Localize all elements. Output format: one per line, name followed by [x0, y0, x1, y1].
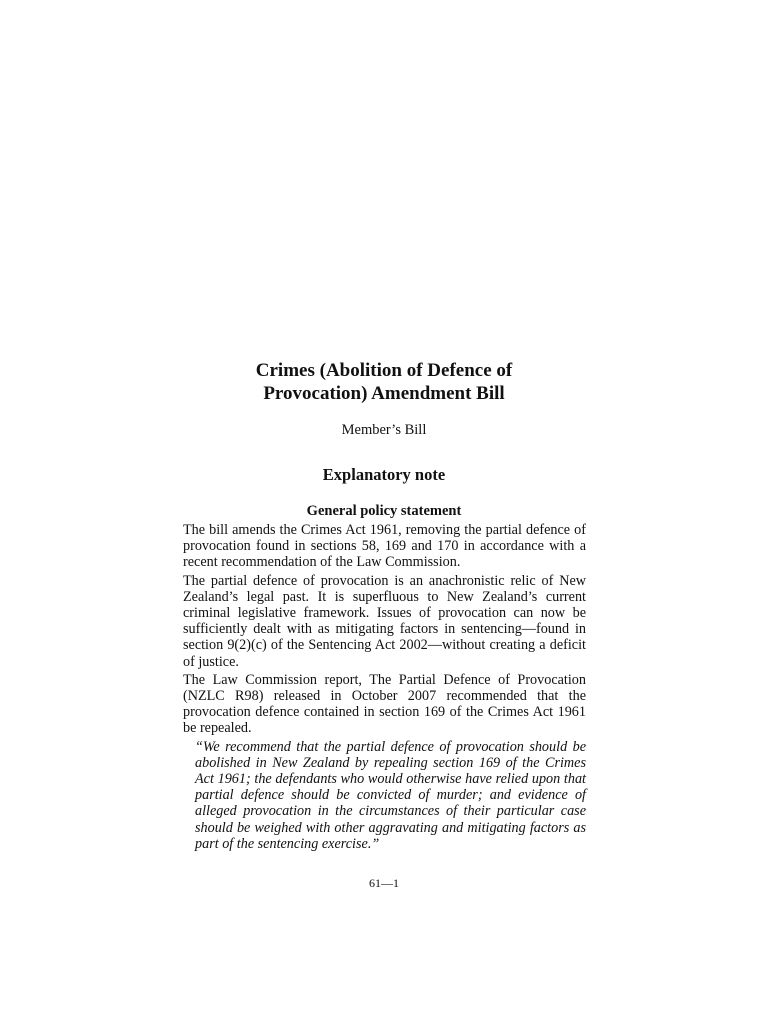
paragraph-3: The Law Commission report, The Partial Defence of Provocation (NZLC R98) released in October 2007 recommended that the provocation defence contained in section 169 of the Crimes Act 1961 be repealed.	[183, 671, 586, 737]
bill-title-line-2: Provocation) Amendment Bill	[263, 383, 505, 404]
law-commission-quote: “We recommend that the partial defence of provocation should be abolished in New Zealand by repealing section 169 of the Crimes Act 1961; the defendants who would otherwise have relied upon that partial defence should be convicted of murder; and evidence of alleged provocation in the circumstances of their particular case should be weighed with other aggravating and mitigating factors as part of the sentencing exercise.”	[195, 738, 586, 852]
bill-title	[0, 359, 768, 405]
policy-statement-body	[183, 522, 586, 852]
bill-type: Member’s Bill	[341, 422, 427, 438]
explanatory-note-heading: Explanatory note	[322, 465, 446, 484]
bill-title-line-1: Crimes (Abolition of Defence of	[255, 360, 513, 381]
paragraph-2: The partial defence of provocation is an anachronistic relic of New Zealand’s legal past. It is superfluous to New Zealand’s current criminal legislative framework. Issues of provocation can now be sufficiently dealt with as mitigating factors in sentencing—found in section 9(2)(c) of the Sentencing Act 2002—without creating a deficit of justice.	[183, 572, 586, 670]
paragraph-1: The bill amends the Crimes Act 1961, removing the partial defence of provocation found in sections 58, 169 and 170 in accordance with a recent recommendation of the Law Commission.	[183, 522, 586, 571]
page-number: 61—1	[369, 876, 399, 890]
policy-statement-heading: General policy statement	[306, 503, 462, 519]
